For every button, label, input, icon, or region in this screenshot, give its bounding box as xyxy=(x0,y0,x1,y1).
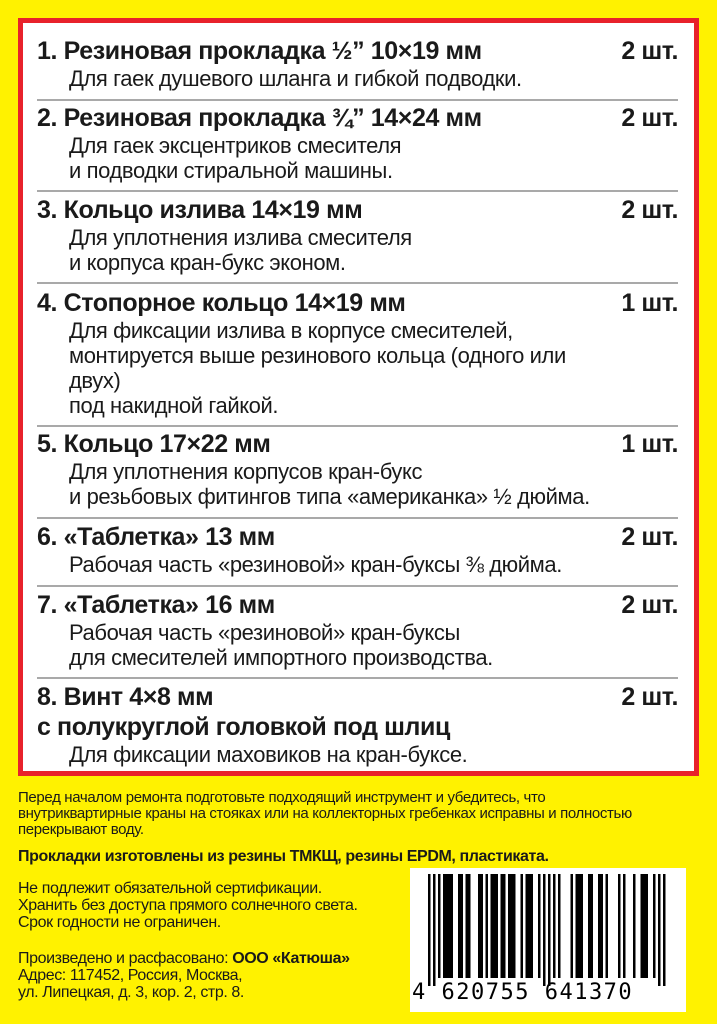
barcode-bar xyxy=(641,874,644,978)
barcode-bar xyxy=(618,874,621,978)
item-description: и резьбовых фитингов типа «американка» ½ дюйма. xyxy=(69,484,590,509)
barcode-bar xyxy=(466,874,469,978)
maker-name: ООО «Катюша» xyxy=(232,950,350,967)
barcode-bar xyxy=(511,874,514,978)
materials-note: Прокладки изготовлены из резины ТМКЩ, резины EPDM, пластиката. xyxy=(18,848,549,865)
note-line: внутриквартирные краны на стояках или на коллекторных гребенках исправны и полностью xyxy=(18,805,632,822)
barcode-bar xyxy=(443,874,446,978)
item-description: Для уплотнения излива смесителя xyxy=(69,225,412,250)
barcode-bar xyxy=(493,874,496,978)
barcode-bar xyxy=(578,874,581,978)
list-item xyxy=(37,587,678,679)
barcode-bar xyxy=(591,874,594,978)
item-title: 2. Резиновая прокладка ¾” 14×24 мм xyxy=(37,104,482,132)
barcode-bar xyxy=(558,874,561,978)
barcode-bar xyxy=(598,874,601,978)
barcode-bar xyxy=(478,874,481,978)
barcode-bar xyxy=(646,874,649,978)
barcode-bar xyxy=(643,874,646,978)
item-title: 1. Резиновая прокладка ½” 10×19 мм xyxy=(37,37,482,65)
barcode-bar xyxy=(501,874,504,978)
warning-note xyxy=(18,790,698,838)
item-title: 4. Стопорное кольцо 14×19 мм xyxy=(37,289,406,317)
item-quantity: 1 шт. xyxy=(621,289,678,317)
item-description: Для гаек душевого шланга и гибкой подводки. xyxy=(69,66,522,91)
barcode-bar xyxy=(521,874,524,978)
note-line: перекрывают воду. xyxy=(18,821,144,838)
barcode-bar xyxy=(461,874,464,978)
barcode-bar xyxy=(663,874,666,986)
list-item xyxy=(37,101,678,192)
item-title: 6. «Таблетка» 13 мм xyxy=(37,523,275,551)
item-description: Для фиксации излива в корпусе смесителей, xyxy=(69,318,513,343)
barcode-bar xyxy=(508,874,511,978)
barcode-bar xyxy=(581,874,584,978)
barcode-bar xyxy=(543,874,546,986)
item-description: Для уплотнения корпусов кран-букс xyxy=(69,459,423,484)
barcode-bar xyxy=(531,874,534,978)
item-title-continued: с полукруглой головкой под шлиц xyxy=(37,713,450,741)
barcode-bars xyxy=(428,874,678,988)
barcode-bar xyxy=(571,874,574,978)
items-panel xyxy=(18,18,699,776)
barcode-bar xyxy=(601,874,604,978)
storage-info xyxy=(18,880,358,931)
barcode-bar xyxy=(658,874,661,986)
item-description: и подводки стиральной машины. xyxy=(69,158,393,183)
barcode-bar xyxy=(458,874,461,978)
list-item xyxy=(37,23,678,101)
item-quantity: 2 шт. xyxy=(621,37,678,65)
barcode-bar xyxy=(623,874,626,978)
item-description: монтируется выше резинового кольца (одного или xyxy=(69,343,566,368)
barcode-bar xyxy=(491,874,494,978)
list-item xyxy=(37,427,678,519)
info-line: Не подлежит обязательной сертификации. xyxy=(18,880,322,897)
barcode-bar xyxy=(481,874,484,978)
item-description: Рабочая часть «резиновой» кран-буксы xyxy=(69,620,460,645)
barcode-bar xyxy=(513,874,516,978)
item-description: Для фиксации маховиков на кран-буксе. xyxy=(69,742,468,767)
item-description: для смесителей импортного производства. xyxy=(69,645,493,670)
barcode-bar xyxy=(548,874,551,986)
item-quantity: 2 шт. xyxy=(621,104,678,132)
item-quantity: 2 шт. xyxy=(621,683,678,711)
item-title: 3. Кольцо излива 14×19 мм xyxy=(37,196,363,224)
item-quantity: 2 шт. xyxy=(621,591,678,619)
barcode-bar xyxy=(496,874,499,978)
barcode-bar xyxy=(633,874,636,978)
item-description: Рабочая часть «резиновой» кран-буксы ⅜ дюйма. xyxy=(69,552,562,577)
list-item xyxy=(37,192,678,284)
item-description: и корпуса кран-букс эконом. xyxy=(69,250,346,275)
barcode-bar xyxy=(576,874,579,978)
info-line: Срок годности не ограничен. xyxy=(18,914,221,931)
item-description: двух) xyxy=(69,368,121,393)
manufacturer-info xyxy=(18,950,350,1001)
item-description: Для гаек эксцентриков смесителя xyxy=(69,133,402,158)
footer-notes xyxy=(18,790,698,866)
info-line: Хранить без доступа прямого солнечного света. xyxy=(18,897,358,914)
maker-label: Произведено и расфасовано: xyxy=(18,950,233,967)
barcode-bar xyxy=(433,874,436,986)
barcode-bar xyxy=(553,874,556,978)
barcode-bar xyxy=(446,874,449,978)
address-line: ул. Липецкая, д. 3, кор. 2, стр. 8. xyxy=(18,984,244,1001)
item-title: 7. «Таблетка» 16 мм xyxy=(37,591,275,619)
item-title: 5. Кольцо 17×22 мм xyxy=(37,430,271,458)
item-quantity: 2 шт. xyxy=(621,196,678,224)
barcode xyxy=(410,868,686,1012)
barcode-bar xyxy=(588,874,591,978)
barcode-bar xyxy=(451,874,454,978)
item-quantity: 2 шт. xyxy=(621,523,678,551)
note-line: Перед началом ремонта подготовьте подходящий инструмент и убедитесь, что xyxy=(18,789,546,806)
barcode-bar xyxy=(448,874,451,978)
barcode-bar xyxy=(468,874,471,978)
barcode-bar xyxy=(486,874,489,978)
barcode-bar xyxy=(428,874,431,986)
barcode-bar xyxy=(438,874,441,978)
list-item xyxy=(37,679,678,779)
barcode-bar xyxy=(653,874,656,978)
list-item xyxy=(37,519,678,587)
item-quantity: 1 шт. xyxy=(621,430,678,458)
list-item xyxy=(37,284,678,427)
item-title: 8. Винт 4×8 мм xyxy=(37,683,214,711)
barcode-bar xyxy=(526,874,529,978)
barcode-bar xyxy=(538,874,541,978)
address-line: Адрес: 117452, Россия, Москва, xyxy=(18,967,243,984)
barcode-number: 4 620755 641370 xyxy=(412,980,634,1005)
barcode-bar xyxy=(503,874,506,978)
item-description: под накидной гайкой. xyxy=(69,393,279,418)
barcode-bar xyxy=(528,874,531,978)
barcode-bar xyxy=(606,874,609,978)
